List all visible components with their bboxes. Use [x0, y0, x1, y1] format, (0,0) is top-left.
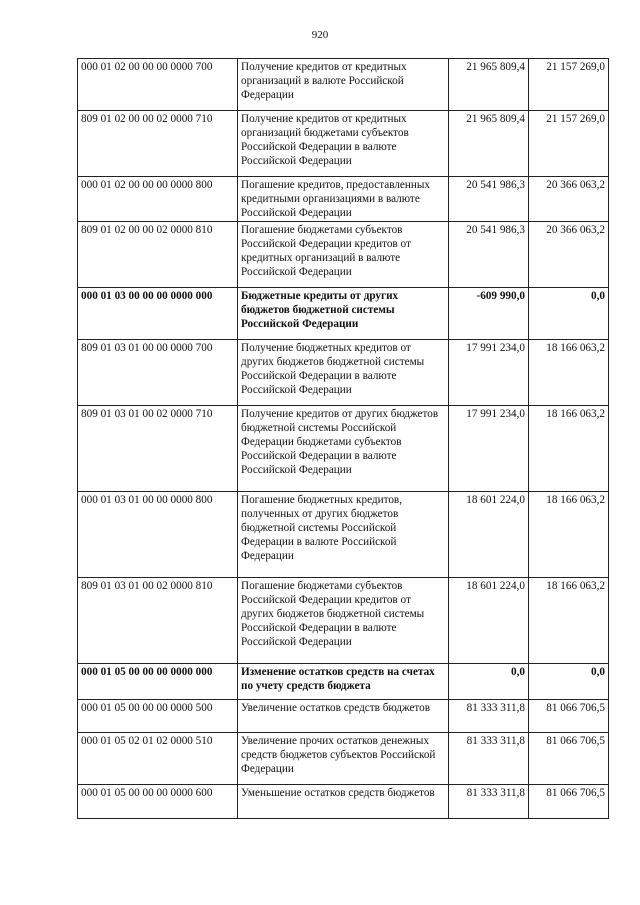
- table-row: [78, 111, 609, 177]
- budget-code-cell: 000 01 02 00 00 00 0000 800: [78, 177, 238, 222]
- budget-code-cell: 809 01 02 00 00 02 0000 710: [78, 111, 238, 177]
- amount-year-2-cell: 18 166 063,2: [529, 492, 609, 578]
- budget-code-cell: 000 01 03 00 00 00 0000 000: [78, 288, 238, 340]
- table-row: [78, 288, 609, 340]
- description-cell: Погашение бюджетами субъектов Российской Федерации кредитов от других бюджетов бюджетной системы Российской Федерации в валюте Российской Федерации: [238, 578, 449, 664]
- table-row: [78, 177, 609, 222]
- amount-year-1-cell: 17 991 234,0: [449, 340, 529, 406]
- description-cell: Бюджетные кредиты от других бюджетов бюджетной системы Российской Федерации: [238, 288, 449, 340]
- table-row: [78, 222, 609, 288]
- table-row: [78, 664, 609, 700]
- table-row: [78, 492, 609, 578]
- budget-code-cell: 000 01 05 00 00 00 0000 500: [78, 700, 238, 733]
- description-cell: Получение кредитов от других бюджетов бюджетной системы Российской Федерации бюджетами субъектов Российской Федерации в валюте Российской Федерации: [238, 406, 449, 492]
- amount-year-1-cell: 17 991 234,0: [449, 406, 529, 492]
- budget-code-cell: 000 01 05 00 00 00 0000 000: [78, 664, 238, 700]
- amount-year-2-cell: 18 166 063,2: [529, 406, 609, 492]
- amount-year-2-cell: 21 157 269,0: [529, 59, 609, 111]
- description-cell: Погашение кредитов, предоставленных кредитными организациями в валюте Российской Федерации: [238, 177, 449, 222]
- description-cell: Получение кредитов от кредитных организаций в валюте Российской Федерации: [238, 59, 449, 111]
- amount-year-1-cell: 20 541 986,3: [449, 177, 529, 222]
- description-cell: Получение кредитов от кредитных организаций бюджетами субъектов Российской Федерации в валюте Российской Федерации: [238, 111, 449, 177]
- amount-year-2-cell: 81 066 706,5: [529, 785, 609, 819]
- amount-year-1-cell: 21 965 809,4: [449, 59, 529, 111]
- amount-year-1-cell: -609 990,0: [449, 288, 529, 340]
- table-row: [78, 59, 609, 111]
- budget-code-cell: 000 01 05 00 00 00 0000 600: [78, 785, 238, 819]
- amount-year-2-cell: 21 157 269,0: [529, 111, 609, 177]
- budget-code-cell: 809 01 03 01 00 02 0000 810: [78, 578, 238, 664]
- amount-year-1-cell: 21 965 809,4: [449, 111, 529, 177]
- budget-code-cell: 809 01 02 00 00 02 0000 810: [78, 222, 238, 288]
- budget-code-cell: 000 01 03 01 00 00 0000 800: [78, 492, 238, 578]
- amount-year-2-cell: 18 166 063,2: [529, 578, 609, 664]
- table-row: [78, 733, 609, 785]
- budget-sources-table: [77, 58, 609, 819]
- table-row: [78, 406, 609, 492]
- amount-year-2-cell: 0,0: [529, 664, 609, 700]
- table-row: [78, 340, 609, 406]
- description-cell: Уменьшение остатков средств бюджетов: [238, 785, 449, 819]
- budget-code-cell: 000 01 02 00 00 00 0000 700: [78, 59, 238, 111]
- table-row: [78, 785, 609, 819]
- table-row: [78, 578, 609, 664]
- description-cell: Погашение бюджетных кредитов, полученных от других бюджетов бюджетной системы Российской Федерации в валюте Российской Федерации: [238, 492, 449, 578]
- budget-code-cell: 809 01 03 01 00 00 0000 700: [78, 340, 238, 406]
- table-row: [78, 700, 609, 733]
- amount-year-1-cell: 20 541 986,3: [449, 222, 529, 288]
- amount-year-1-cell: 0,0: [449, 664, 529, 700]
- description-cell: Увеличение остатков средств бюджетов: [238, 700, 449, 733]
- description-cell: Изменение остатков средств на счетах по учету средств бюджета: [238, 664, 449, 700]
- amount-year-2-cell: 81 066 706,5: [529, 733, 609, 785]
- page-number: 920: [311, 29, 329, 41]
- amount-year-2-cell: 20 366 063,2: [529, 222, 609, 288]
- amount-year-2-cell: 20 366 063,2: [529, 177, 609, 222]
- table-body: [78, 59, 609, 819]
- amount-year-1-cell: 81 333 311,8: [449, 700, 529, 733]
- amount-year-2-cell: 18 166 063,2: [529, 340, 609, 406]
- description-cell: Получение бюджетных кредитов от других бюджетов бюджетной системы Российской Федерации в валюте Российской Федерации: [238, 340, 449, 406]
- description-cell: Увеличение прочих остатков денежных средств бюджетов субъектов Российской Федерации: [238, 733, 449, 785]
- amount-year-1-cell: 81 333 311,8: [449, 785, 529, 819]
- amount-year-2-cell: 0,0: [529, 288, 609, 340]
- amount-year-1-cell: 81 333 311,8: [449, 733, 529, 785]
- budget-code-cell: 000 01 05 02 01 02 0000 510: [78, 733, 238, 785]
- amount-year-1-cell: 18 601 224,0: [449, 492, 529, 578]
- amount-year-1-cell: 18 601 224,0: [449, 578, 529, 664]
- budget-code-cell: 809 01 03 01 00 02 0000 710: [78, 406, 238, 492]
- amount-year-2-cell: 81 066 706,5: [529, 700, 609, 733]
- description-cell: Погашение бюджетами субъектов Российской Федерации кредитов от кредитных организаций в валюте Российской Федерации: [238, 222, 449, 288]
